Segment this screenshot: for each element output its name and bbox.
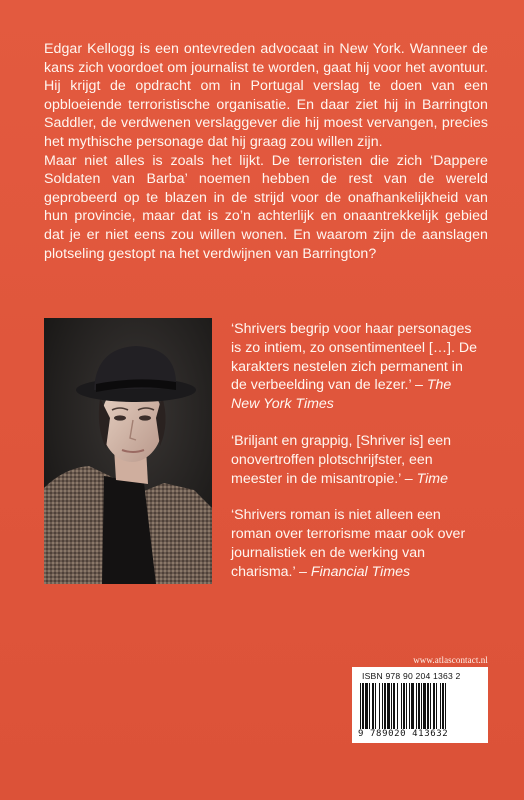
review-quotes bbox=[231, 320, 481, 600]
barcode-graphic bbox=[360, 683, 480, 729]
barcode-bar bbox=[427, 683, 429, 729]
barcode-bar bbox=[365, 683, 368, 729]
barcode-bar bbox=[423, 683, 426, 729]
barcode-bar bbox=[387, 683, 390, 729]
barcode-bar bbox=[445, 683, 446, 729]
barcode-bar bbox=[433, 683, 435, 729]
quote-text: ‘Shrivers roman is niet alleen een roman over terrorisme maar ook over journalistiek en de werking van charisma.’ – bbox=[231, 507, 466, 580]
barcode-bar bbox=[382, 683, 383, 729]
barcode-bar bbox=[440, 683, 441, 729]
quote-source: Time bbox=[416, 470, 448, 487]
isbn-label: ISBN 978 90 204 1363 2 bbox=[362, 671, 461, 681]
barcode-bar bbox=[436, 683, 437, 729]
barcode-bar bbox=[379, 683, 380, 729]
author-photo bbox=[44, 318, 212, 584]
barcode-bar bbox=[430, 683, 431, 729]
barcode-bar bbox=[362, 683, 364, 729]
barcode-bar bbox=[411, 683, 414, 729]
quote-source: Financial Times bbox=[310, 563, 411, 580]
author-portrait-illustration bbox=[44, 318, 212, 584]
quote-source: The New York Times bbox=[231, 377, 452, 413]
barcode-bar bbox=[372, 683, 374, 729]
barcode-bar bbox=[384, 683, 386, 729]
book-blurb bbox=[44, 40, 488, 263]
barcode-bar bbox=[416, 683, 417, 729]
publisher-url: www.atlascontact.nl bbox=[413, 655, 488, 665]
barcode-bar bbox=[391, 683, 392, 729]
barcode-bar bbox=[393, 683, 395, 729]
barcode-digits: 9 789020 413632 bbox=[358, 729, 449, 739]
blurb-paragraph-2: Maar niet alles is zoals het lijkt. De terroristen die zich ‘Dappere Soldaten van Barba’ noemen hebben de rest van de wereld geprobeerd op te blazen in de strijd voor de onafhankelijkheid van hun provincie, maar dat is zo’n achterlijk en onaantrekkelijk gebied dat je er niet eens zou willen wonen. En waarom zijn de aanslagen plotseling gestopt na het verdwijnen van Barrington? bbox=[44, 152, 488, 262]
barcode-bar bbox=[360, 683, 361, 729]
quote-text: ‘Briljant en grappig, [Shriver is] een onovertroffen plotschrijfster, een meester in de misantropie.’ – bbox=[231, 432, 452, 487]
quote-financial-times bbox=[231, 506, 481, 581]
barcode-bar bbox=[401, 683, 402, 729]
barcode-bar bbox=[403, 683, 405, 729]
barcode-bar bbox=[421, 683, 422, 729]
isbn-barcode bbox=[352, 667, 488, 743]
quote-text: ‘Shrivers begrip voor haar personages is zo intiem, zo onsentimenteel […]. De karakters nestelen zich permanent in de verbeelding van de lezer.’ – bbox=[231, 321, 478, 394]
barcode-bar bbox=[375, 683, 376, 729]
barcode-bar bbox=[397, 683, 398, 729]
quote-nyt bbox=[231, 320, 481, 414]
quote-time bbox=[231, 432, 481, 488]
blurb-paragraph-1: Edgar Kellogg is een ontevreden advocaat in New York. Wanneer de kans zich voordoet om journalist te worden, gaat hij voor het avontuur. Hij krijgt de opdracht om in Portugal verslag te doen van een opbloeiende terroristische organisatie. En daar ziet hij in Barrington Saddler, de verdwenen verslaggever die hij moest vervangen, precies het mythische personage dat hij graag zou willen zijn. bbox=[44, 41, 488, 150]
barcode-bar bbox=[409, 683, 410, 729]
barcode-bar bbox=[369, 683, 370, 729]
barcode-bar bbox=[406, 683, 407, 729]
barcode-bar bbox=[418, 683, 420, 729]
barcode-bar bbox=[442, 683, 444, 729]
